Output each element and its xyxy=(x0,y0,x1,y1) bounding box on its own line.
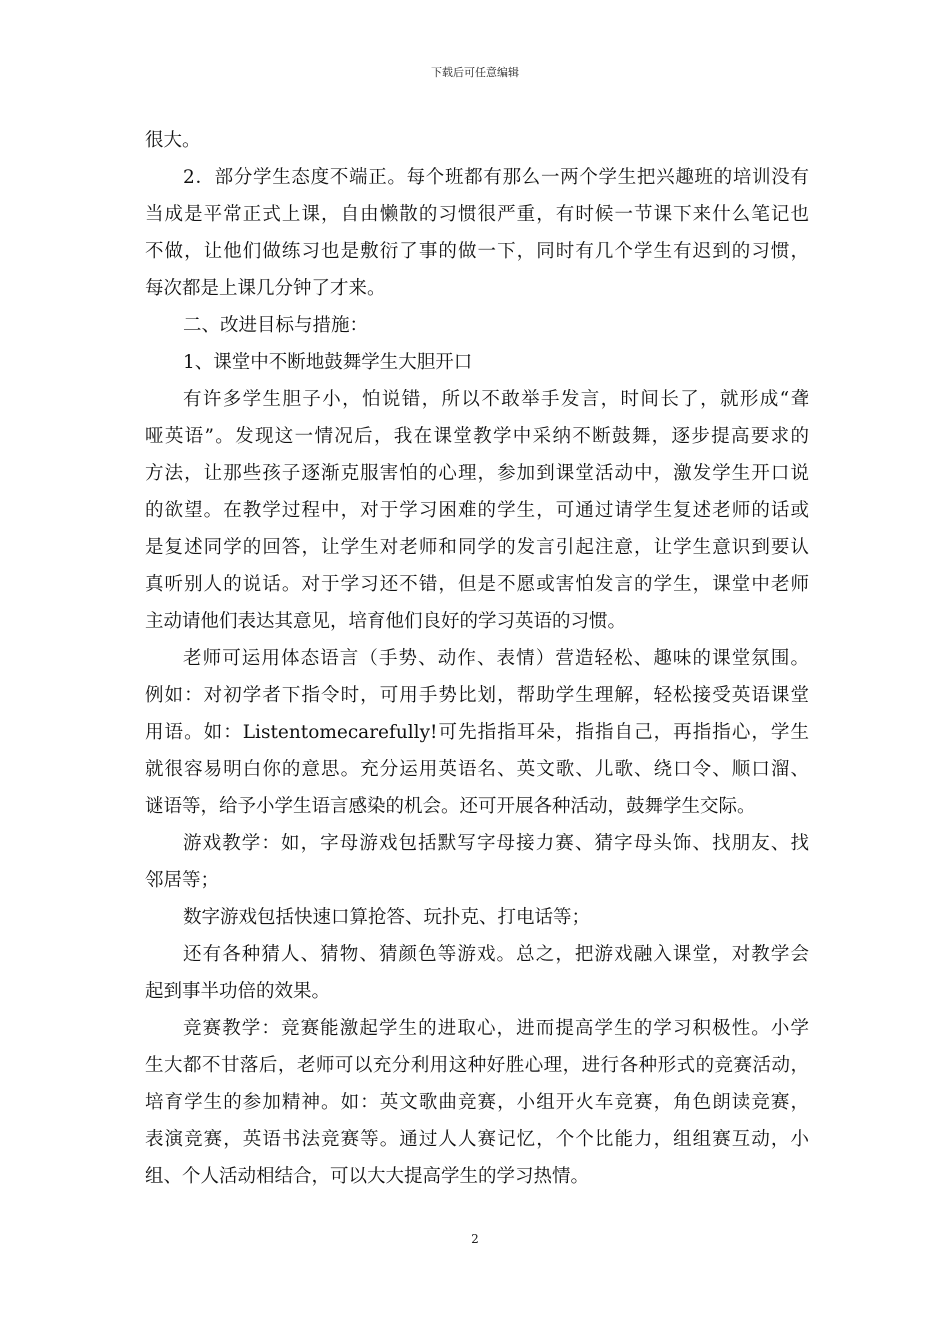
text-line: 组、个人活动相结合，可以大大提高学生的学习热情。 xyxy=(145,1166,590,1187)
section-heading: 二、改进目标与措施： xyxy=(183,315,369,336)
text-line: 数字游戏包括快速口算抢答、玩扑克、打电话等； xyxy=(183,907,591,928)
document-body xyxy=(145,122,809,1195)
text-line: 生大都不甘落后，老师可以充分利用这种好胜心理，进行各种形式的竞赛活动， xyxy=(145,1055,809,1076)
text-line: 不做，让他们做练习也是敷衍了事的做一下，同时有几个学生有迟到的习惯， xyxy=(145,241,809,262)
text-line: 当成是平常正式上课，自由懒散的习惯很严重，有时候一节课下来什么笔记也 xyxy=(145,204,809,225)
text-line: 有许多学生胆子小，怕说错，所以不敢举手发言，时间长了，就形成“聋 xyxy=(183,389,809,410)
text-line: 例如：对初学者下指令时，可用手势比划，帮助学生理解，轻松接受英语课堂 xyxy=(145,685,809,706)
text-line: 还有各种猜人、猜物、猜颜色等游戏。总之，把游戏融入课堂，对教学会 xyxy=(183,944,809,965)
subsection-heading: 1、课堂中不断地鼓舞学生大胆开口 xyxy=(183,352,473,373)
text-line: 表演竞赛，英语书法竞赛等。通过人人赛记忆，个个比能力，组组赛互动，小 xyxy=(145,1129,809,1150)
text-line: 邻居等； xyxy=(145,870,220,891)
text-line: 用语。如：Listentomecarefully!可先指指耳朵，指指自己，再指指心，学生 xyxy=(145,722,809,743)
text-line: 2．部分学生态度不端正。每个班都有那么一两个学生把兴趣班的培训没有 xyxy=(183,167,809,188)
text-line: 竞赛教学：竞赛能激起学生的进取心，进而提高学生的学习积极性。小学 xyxy=(183,1018,809,1039)
text-line: 每次都是上课几分钟了才来。 xyxy=(145,278,386,299)
text-line: 是复述同学的回答，让学生对老师和同学的发言引起注意，让学生意识到要认 xyxy=(145,537,809,558)
page-header: 下载后可任意编辑 xyxy=(431,66,519,79)
text-line: 哑英语”。发现这一情况后，我在课堂教学中采纳不断鼓舞，逐步提高要求的 xyxy=(145,426,809,447)
text-line: 的欲望。在教学过程中，对于学习困难的学生，可通过请学生复述老师的话或 xyxy=(145,500,809,521)
page-number: 2 xyxy=(471,1232,479,1246)
text-line: 方法，让那些孩子逐渐克服害怕的心理，参加到课堂活动中，激发学生开口说 xyxy=(145,463,809,484)
text-line: 主动请他们表达其意见，培育他们良好的学习英语的习惯。 xyxy=(145,611,627,632)
text-line: 游戏教学：如，字母游戏包括默写字母接力赛、猜字母头饰、找朋友、找 xyxy=(183,833,809,854)
text-line: 老师可运用体态语言（手势、动作、表情）营造轻松、趣味的课堂氛围。 xyxy=(183,648,809,669)
text-line: 很大。 xyxy=(145,130,201,151)
text-line: 就很容易明白你的意思。充分运用英语名、英文歌、儿歌、绕口令、顺口溜、 xyxy=(145,759,809,780)
text-line: 谜语等，给予小学生语言感染的机会。还可开展各种活动，鼓舞学生交际。 xyxy=(145,796,756,817)
text-line: 真听别人的说话。对于学习还不错，但是不愿或害怕发言的学生，课堂中老师 xyxy=(145,574,809,595)
text-line: 培育学生的参加精神。如：英文歌曲竞赛，小组开火车竞赛，角色朗读竞赛， xyxy=(145,1092,809,1113)
text-line: 起到事半功倍的效果。 xyxy=(145,981,331,1002)
